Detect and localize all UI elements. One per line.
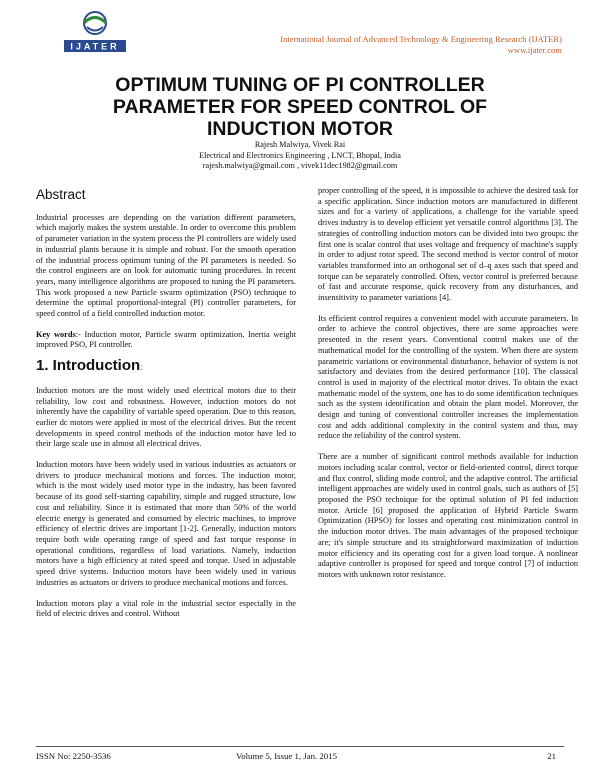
intro-paragraph-4: proper controlling of the speed, it is impossible to achieve the desired task for a specific application. Since induction motors are manufactured in different sizes and for a variety of applications, a challenge for the variable speed drives industry is to develop efficient yet versatile control algorithms [3]. The strategies of controlling induction motors can be divided into two groups: the first one is scalar control that uses voltage and frequency of machine's supply in order to adjust rotor speed. The second method is vector control of motor variables transformed into an orthogonal set of d–q axes such that speed and torque can be separately controlled. Often, vector control is preferred because of fast and accurate response, quick recovery from any disturbances, and insensitivity to parameter variations [4]. <box>318 186 578 303</box>
left-column <box>36 186 296 630</box>
keywords <box>36 330 296 351</box>
introduction-heading <box>36 357 296 375</box>
journal-name: International Journal of Advanced Technology & Engineering Research (IJATER) <box>280 34 562 44</box>
introduction-heading-text: 1. Introduction <box>36 357 141 375</box>
footer-divider <box>36 746 564 747</box>
keywords-label: Key words <box>36 329 76 339</box>
footer-volume: Volume 5, Issue 1, Jan. 2015 <box>236 751 337 761</box>
keywords-text: :- Induction motor, Particle swarm optimization, Inertia weight improved PSO, PI controller. <box>36 329 297 350</box>
title-line-1: OPTIMUM TUNING OF PI CONTROLLER <box>115 74 485 96</box>
paper-title <box>40 74 560 140</box>
right-column <box>318 186 578 591</box>
author-names: Rajesh Malwiya, Vivek Rai <box>254 140 346 149</box>
page-number: 21 <box>547 751 556 761</box>
abstract-text: Industrial processes are depending on the variation different parameters, which majorly makes the system unstable. In order to overcome this problem of parameter variation in the system process the PI controllers are widely used in industrial plants because it is simple and robust. For the smooth operation of the industrial process optimum tuning of the PI parameters is needed. So the control engineers are on look for automatic tuning procedures. In recent years, many intelligence algorithms are proposed to tuning the PI parameters. This work proposed a new Particle swarm optimization (PSO) technique to determine the optimal proportional-integral (PI) controller parameters, for speed control of a field controlled induction motor. <box>36 212 296 319</box>
intro-paragraph-3: Induction motors play a vital role in the industrial sector especially in the field of electric drives and control. Without <box>36 598 296 619</box>
footer-issn: ISSN No: 2250-3536 <box>36 751 111 761</box>
author-emails[interactable]: rajesh.malwiya@gmail.com , vivek11dec1982@gmail.com <box>202 161 398 171</box>
intro-paragraph-5: Its efficient control requires a convenient model with accurate parameters. In order to achieve the control objectives, there are some approaches were presented in the resent years. Conventional control makes use of the mathematical model for the controlling of the system. When there are system parametric variations or environmental disturbance, behavior of system is not satisfactory and deviates from the desired performance [10]. The classical control is used in majority of the electrical motor drives. To obtain the exact mathematic model of the system, one has to do some identification techniques such as the system identification and obtain the plant model. Moreover, the design and tuning of conventional controller increases the implementation cost and adds additional complexity in the control system and thus, may reduce the reliability of the control system. <box>318 313 578 441</box>
introduction-heading-suffix: : <box>140 363 143 373</box>
intro-paragraph-6: There are a number of significant control methods available for induction motors including scalar control, vector or field-oriented control, direct torque and flux control, sliding mode control, and the adaptive control. The artificial intelligent approaches are widely used in control goals, such as authors of [5] proposed the PSO technique for the optimal solution of PI fed induction motor. Article [6] proposed the application of Hybrid Particle Swarm Optimization (HPSO) for losses and operating cost minimization control in the induction motor drives. The main advantages of the proposed technique are; it's simple structure and its straightforward maximization of induction motor efficiency and its operating cost for a given load torque. A nonlinear adaptive controller is proposed for speed and torque control [7] of induction motors with unknown rotor resistance. <box>318 452 578 579</box>
logo-text: IJATER <box>70 41 120 52</box>
journal-url[interactable]: www.ijater.com <box>507 45 562 55</box>
journal-header <box>280 34 562 56</box>
affiliation: Electrical and Electronics Engineering , LNCT, Bhopal, India <box>199 150 401 160</box>
title-line-3: INDUCTION MOTOR <box>207 118 393 140</box>
ijater-logo <box>60 10 130 54</box>
abstract-heading: Abstract <box>36 187 86 202</box>
intro-paragraph-2: Induction motors have been widely used in various industries as actuators or drivers to produce mechanical motions and forces. The induction motor, which is the most widely used motor type in the industry, has been favored because of its good self-starting capability, simple and rugged structure, low cost and reliability. Since it is estimated that more than 50% of the world electric energy is generated and consumed by electric machines, to improve efficiency of electric drives are important [1-2]. Generally, induction motors require both wide operating range of speed and fast torque response in operational conditions, regardless of load variations. Namely, induction motors have a high efficiency at rated speed and torque. Used in adjustable speed drive systems. Induction motors have been widely used in various industries as actuators or drivers to produce mechanical motions and forces. <box>36 460 296 587</box>
title-line-2: PARAMETER FOR SPEED CONTROL OF <box>112 96 488 118</box>
intro-paragraph-1: Induction motors are the most widely used electrical motors due to their reliability, low cost and robustness. However, induction motors do not inherently have the capability of variable speed operation. Due to this reason, earlier dc motors were applied in most of the electrical drives. But the recent developments in speed control methods of the induction motor have led to their large scale use in almost all electrical drives. <box>36 385 296 449</box>
author-block <box>60 140 540 172</box>
